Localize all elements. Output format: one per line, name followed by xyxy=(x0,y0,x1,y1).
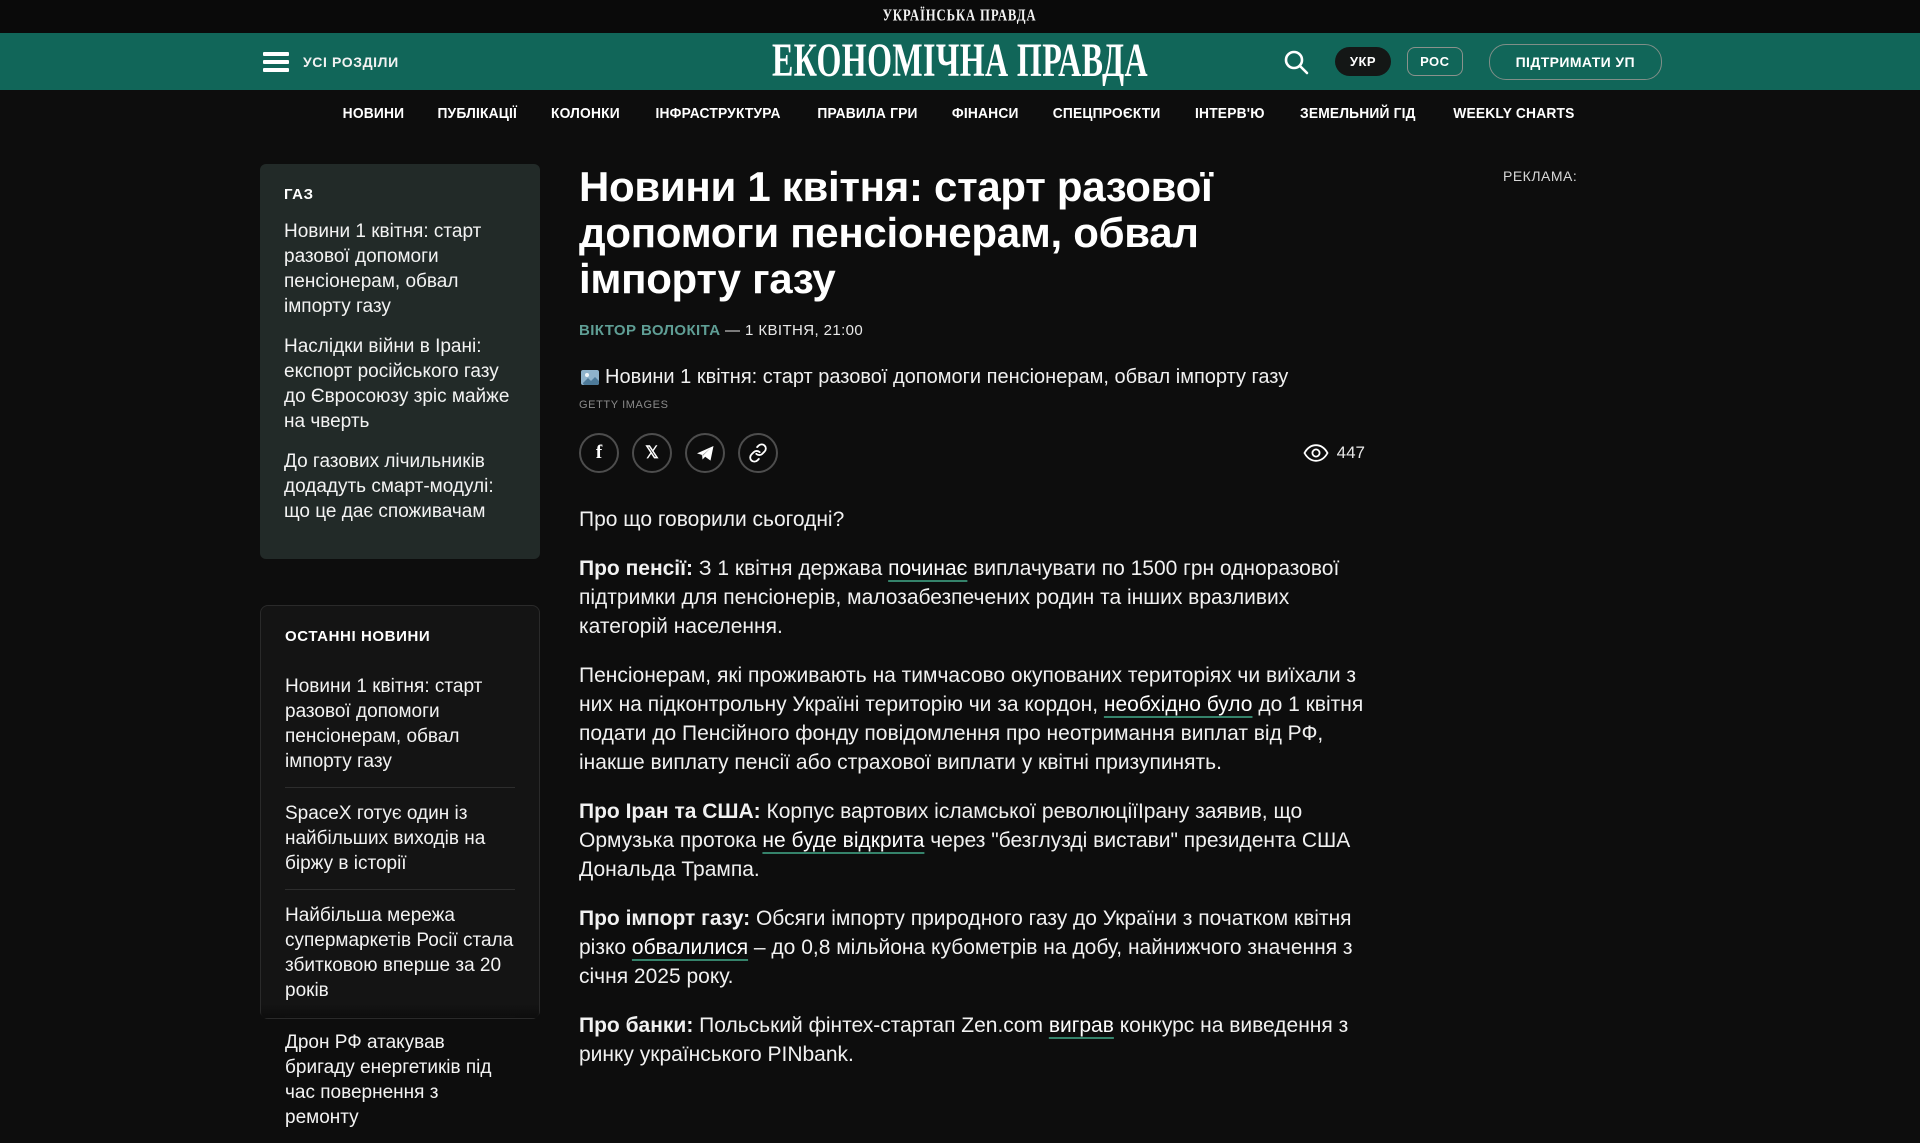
hamburger-icon xyxy=(263,52,289,72)
broken-image-icon xyxy=(579,367,601,389)
article-paragraph: Про банки: Польський фінтех-стартап Zen.com виграв конкурс на виведення з ринку українського PINbank. xyxy=(579,1014,1349,1066)
all-sections-menu[interactable] xyxy=(263,52,399,72)
page-content xyxy=(0,136,1920,1128)
search-icon xyxy=(1282,48,1310,76)
latest-news-title: ОСТАННІ НОВИНИ xyxy=(285,628,431,645)
paragraph-topic-label: Про імпорт газу: xyxy=(579,907,751,930)
copy-link-icon xyxy=(748,443,768,463)
eye-icon xyxy=(1303,444,1329,462)
article-paragraph: Про пенсії: З 1 квітня держава починає виплачувати по 1500 грн одноразової підтримки для пенсіонерів, малозабезпечених родин та інших вразливих категорій населення. xyxy=(579,557,1340,638)
nav-item[interactable]: НОВИНИ xyxy=(343,104,405,122)
top-bar xyxy=(0,0,1920,33)
nav-item[interactable]: WEEKLY CHARTS xyxy=(1453,104,1575,122)
paragraph-topic-label: Про банки: xyxy=(579,1014,694,1037)
image-credit: GETTY IMAGES xyxy=(579,399,669,411)
sidebar-article-link[interactable]: До газових лічильників додадуть смарт-модулі: що це дає споживачам xyxy=(284,451,494,522)
inline-link[interactable]: необхідно було xyxy=(1103,693,1253,716)
paragraph-topic-label: Про Іран та США: xyxy=(579,800,761,823)
lang-toggle-ukr[interactable]: УКР xyxy=(1335,47,1391,76)
view-count: 447 xyxy=(1336,443,1365,462)
byline xyxy=(579,322,1365,339)
article-paragraph: Про Іран та США: Корпус вартових ісламської революціїІрану заявив, що Ормузька протока не буде відкрита через "безглузді вистави" президента США Дональда Трампа. xyxy=(579,800,1351,881)
left-sidebar xyxy=(260,164,540,1128)
nav-item[interactable]: ПУБЛІКАЦІЇ xyxy=(437,104,518,122)
ad-slot-label: РЕКЛАМА: xyxy=(1503,168,1578,184)
article xyxy=(579,164,1365,1089)
topic-box-title: ГАЗ xyxy=(284,186,314,203)
facebook-icon: f xyxy=(595,442,603,463)
topic-box-list xyxy=(284,219,516,524)
article-title: Новини 1 квітня: старт разової допомоги пенсіонерам, обвал імпорту газу xyxy=(579,163,1213,302)
site-header xyxy=(0,33,1920,90)
sidebar-article-link[interactable]: Найбільша мережа супермаркетів Росії стала збитковою вперше за 20 років xyxy=(285,889,515,1016)
search-button[interactable] xyxy=(1281,47,1311,77)
share-copy-link-button[interactable] xyxy=(738,433,778,473)
inline-link[interactable]: обвалилися xyxy=(631,936,749,959)
nav-item[interactable]: КОЛОНКИ xyxy=(550,104,620,122)
article-paragraph: Пенсіонерам, які проживають на тимчасово окупованих територіях чи виїхали з них на підконтрольну Україні територію чи за кордон, необхідно було до 1 квітня подати до Пенсійного фонду повідомлення про неотримання виплат від РФ, інакше виплату пенсії або страхової виплати у квітні призупинять. xyxy=(579,664,1364,774)
sidebar-article-link[interactable]: Дрон РФ атакував бригаду енергетиків під час повернення з ремонту xyxy=(285,1016,515,1143)
article-paragraph: Про імпорт газу: Обсяги імпорту природного газу до України з початком квітня різко обвалилися – до 0,8 мільйона кубометрів на добу, найнижчого значення з січня 2025 року. xyxy=(579,907,1353,988)
inline-link[interactable]: не буде відкрита xyxy=(762,829,925,852)
article-body xyxy=(579,505,1365,1069)
share-x-button[interactable] xyxy=(632,433,672,473)
nav-item[interactable]: ПРАВИЛА ГРИ xyxy=(817,104,918,122)
nav-item[interactable]: ФІНАНСИ xyxy=(951,104,1019,122)
main-nav xyxy=(0,90,1920,136)
header-controls xyxy=(1281,44,1662,80)
latest-news-box xyxy=(260,605,540,1128)
lang-toggle-ros[interactable]: РОС xyxy=(1407,47,1463,76)
sidebar-article-link[interactable]: Новини 1 квітня: старт разової допомоги пенсіонерам, обвал імпорту газу xyxy=(285,676,483,772)
nav-item[interactable]: СПЕЦПРОЄКТИ xyxy=(1052,104,1161,122)
share-facebook-button[interactable] xyxy=(579,433,619,473)
sidebar-article-link[interactable]: SpaceX готує один із найбільших виходів на біржу в історії xyxy=(285,787,515,889)
image-alt-text: Новини 1 квітня: старт разової допомоги пенсіонерам, обвал імпорту газу xyxy=(605,366,1289,388)
article-image-broken xyxy=(579,365,1365,389)
x-twitter-icon: 𝕏 xyxy=(645,443,659,462)
article-lead: Про що говорили сьогодні? xyxy=(579,508,845,531)
latest-news-list xyxy=(285,661,515,1143)
ekonomichna-pravda-logo[interactable]: ЕКОНОМІЧНА ПРАВДА xyxy=(771,33,1149,87)
topic-box-gas xyxy=(260,164,540,559)
ukrainska-pravda-logo[interactable]: УКРАЇНСЬКА ПРАВДА xyxy=(883,6,1037,25)
sidebar-article-link[interactable]: Наслідки війни в Ірані: експорт російського газу до Євросоюзу зріс майже на чверть xyxy=(284,336,510,432)
sidebar-article-link[interactable]: Новини 1 квітня: старт разової допомоги пенсіонерам, обвал імпорту газу xyxy=(284,221,482,317)
author-link[interactable]: ВІКТОР ВОЛОКІТА xyxy=(579,322,721,339)
nav-item[interactable]: ЗЕМЕЛЬНИЙ ГІД xyxy=(1300,104,1416,122)
support-up-button[interactable]: ПІДТРИМАТИ УП xyxy=(1489,44,1662,80)
share-icons xyxy=(579,433,778,473)
nav-item[interactable]: ІНФРАСТРУКТУРА xyxy=(655,104,781,122)
inline-link[interactable]: починає xyxy=(888,557,968,580)
publish-date: — 1 КВІТНЯ, 21:00 xyxy=(720,322,864,339)
share-telegram-button[interactable] xyxy=(685,433,725,473)
all-sections-label: УСІ РОЗДІЛИ xyxy=(303,53,399,70)
inline-link[interactable]: виграв xyxy=(1048,1014,1114,1037)
nav-item[interactable]: ІНТЕРВ'Ю xyxy=(1195,104,1265,122)
paragraph-topic-label: Про пенсії: xyxy=(579,557,694,580)
telegram-icon xyxy=(696,445,715,462)
share-row xyxy=(579,433,1365,473)
view-counter xyxy=(1303,443,1365,463)
